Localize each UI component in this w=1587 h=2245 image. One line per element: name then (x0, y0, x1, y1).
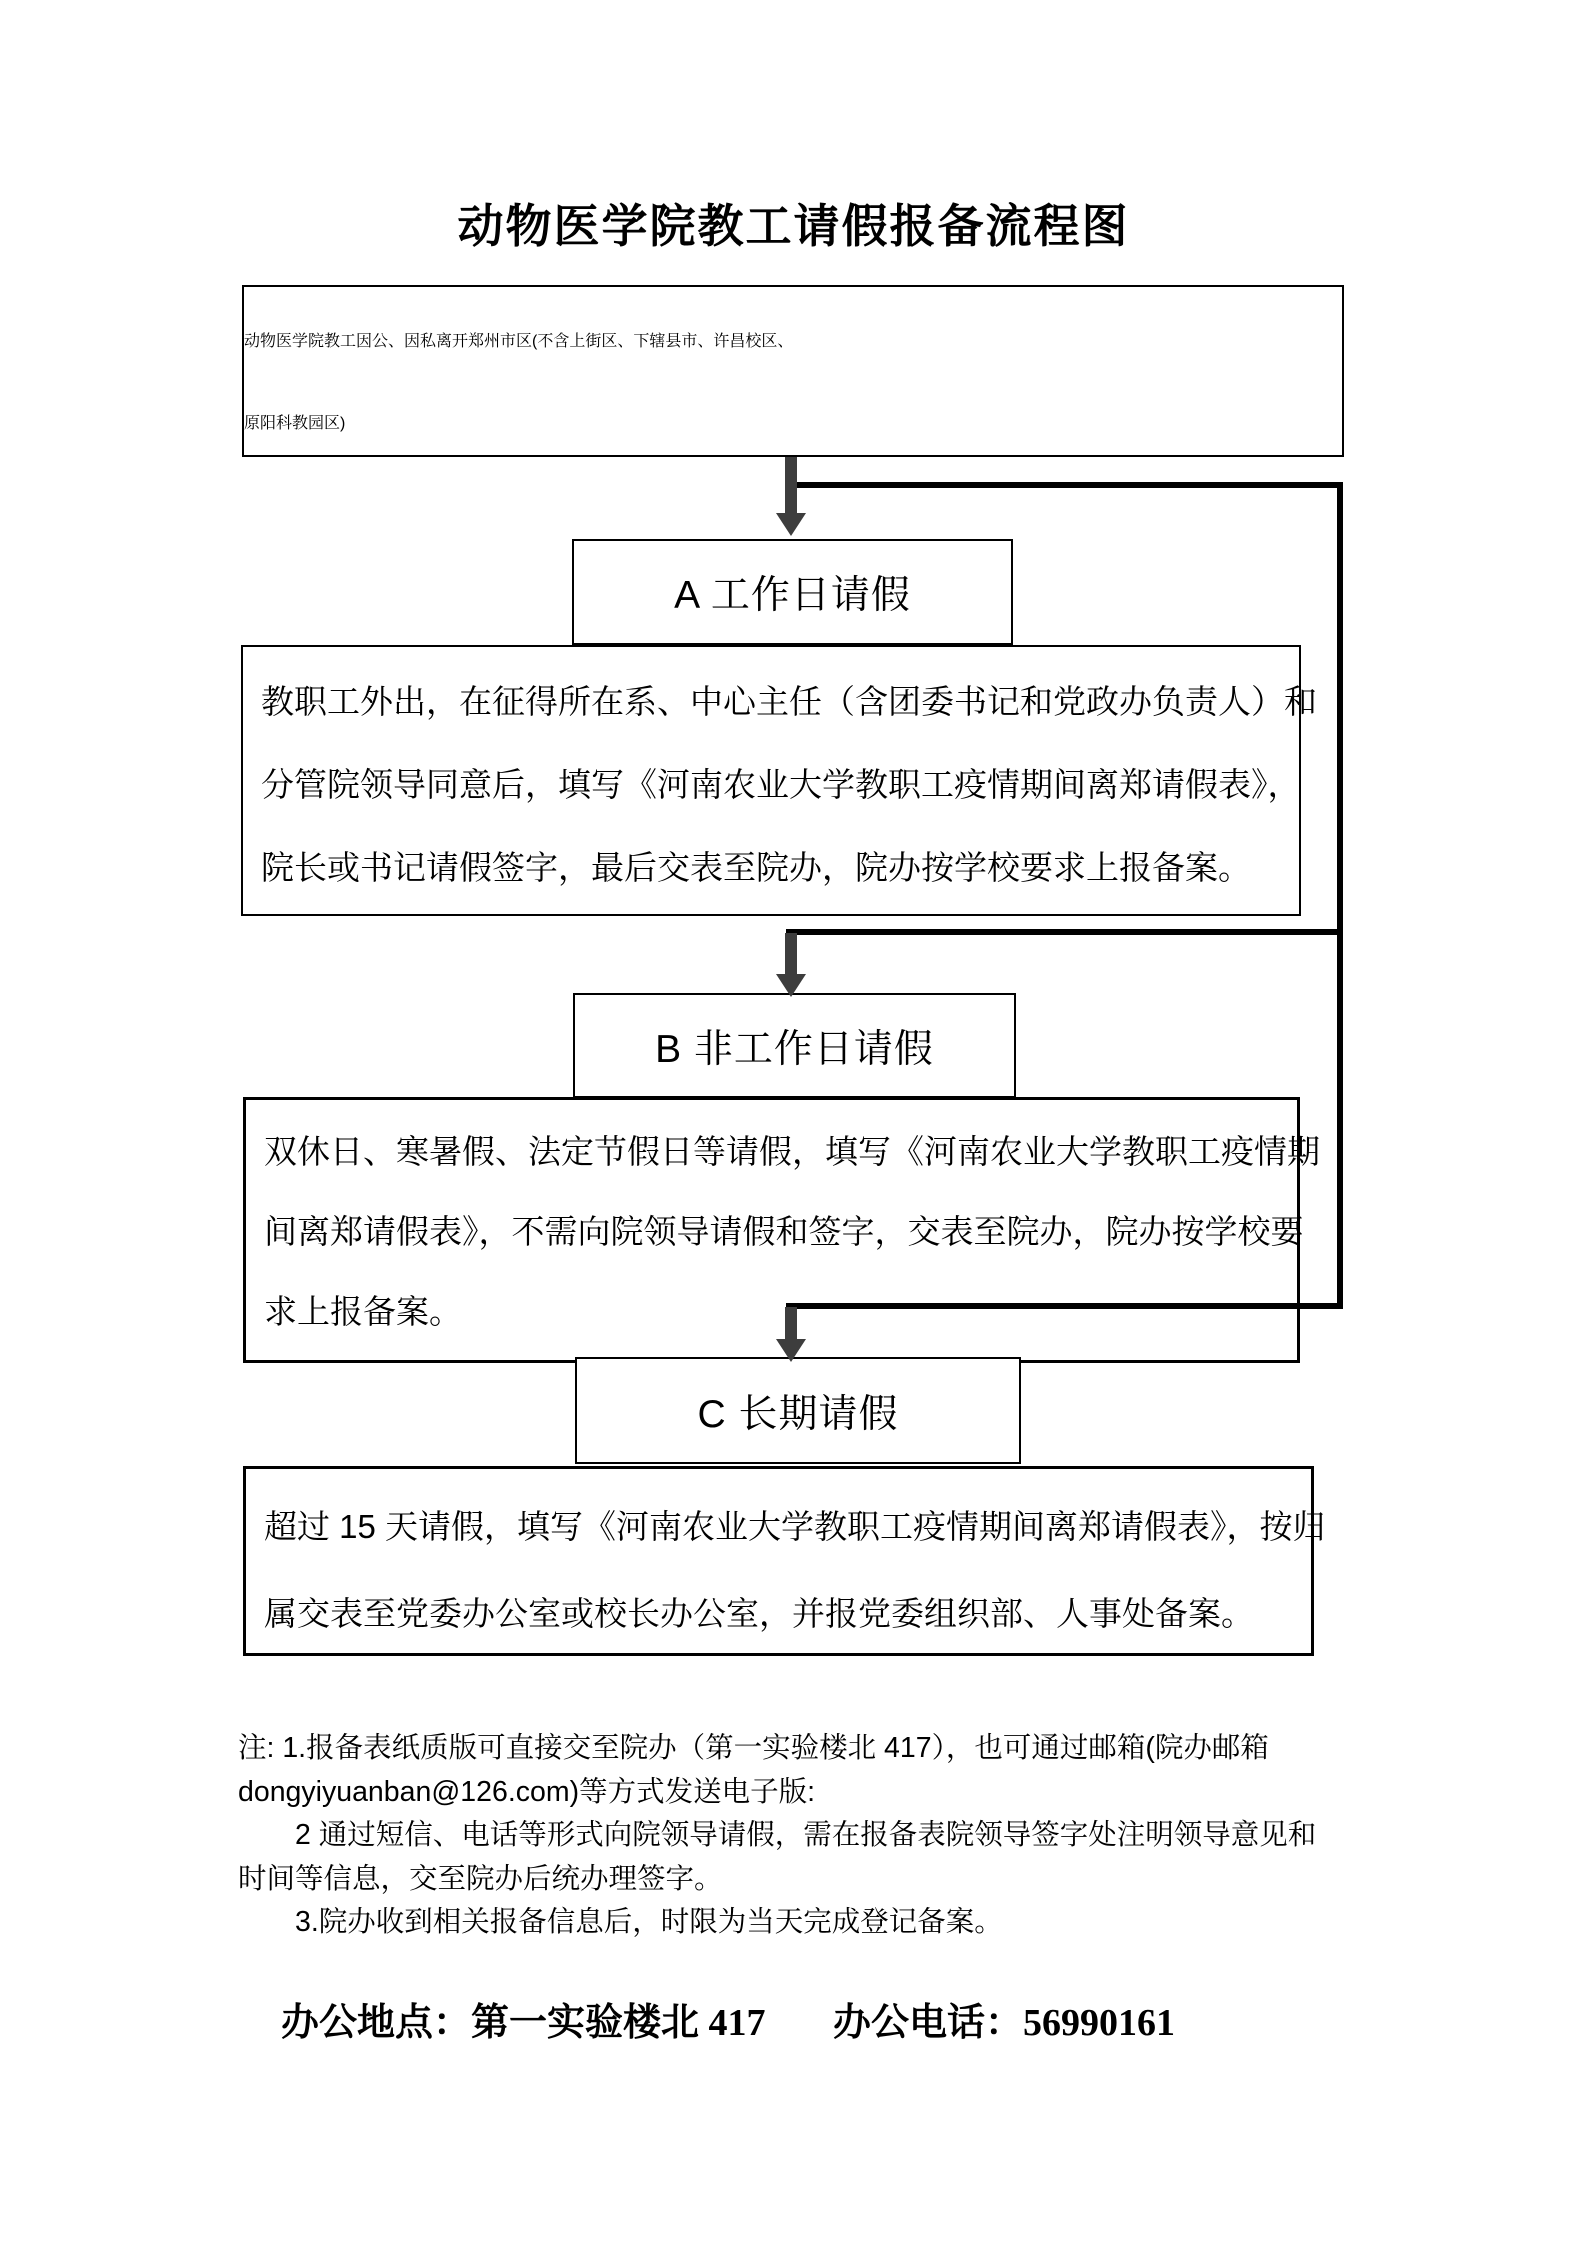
start-box-line-1: 动物医学院教工因公、因私离开郑州市区(不含上街区、下辖县市、许昌校区、 (244, 333, 794, 350)
branch-a-line-1: 教职工外出，在征得所在系、中心主任（含团委书记和党政办负责人）和 (261, 683, 1317, 720)
note-line-3: 2 通过短信、电话等形式向院领导请假，需在报备表院领导签字处注明领导意见和 (295, 1819, 1317, 1851)
connector-bottom-horizontal-line (786, 1303, 1343, 1309)
branch-c-description-box (243, 1466, 1326, 1656)
down-arrow-a-shaft (785, 457, 797, 514)
down-arrow-c-head-icon (776, 1339, 806, 1362)
branch-c-title: C 长期请假 (697, 1392, 899, 1436)
connector-middle-horizontal-line (786, 929, 1343, 935)
note-line-2: dongyiyuanban@126.com)等方式发送电子版: (238, 1775, 815, 1808)
note-line-4: 时间等信息，交至院办后统办理签字。 (238, 1862, 723, 1895)
office-contact-line (281, 1999, 1481, 2047)
branch-a-title: A 工作日请假 (674, 574, 911, 617)
branch-a-title-box (572, 539, 1013, 645)
note-line-5: 3.院办收到相关报备信息后，时限为当天完成登记备案。 (295, 1906, 1003, 1938)
down-arrow-a-head-icon (776, 513, 806, 536)
note-line-1: 注: 1.报备表纸质版可直接交至院办（第一实验楼北 417），也可通过邮箱(院办邮箱 (238, 1732, 1269, 1764)
branch-b-description-box (243, 1097, 1320, 1363)
down-arrow-c-shaft (785, 1307, 797, 1340)
branch-a-line-2: 分管院领导同意后，填写《河南农业大学教职工疫情期间离郑请假表》， (261, 766, 1301, 803)
page-title: 动物医学院教工请假报备流程图 (457, 200, 1130, 252)
down-arrow-b-shaft (785, 933, 797, 975)
office-phone-label: 办公电话：56990161 (833, 2002, 1176, 2044)
branch-b-line-1: 双休日、寒暑假、法定节假日等请假，填写《河南农业大学教职工疫情期 (264, 1133, 1320, 1170)
branch-b-title-box (573, 993, 1016, 1098)
connector-top-horizontal-line (786, 482, 1342, 488)
branch-c-title-box (575, 1357, 1021, 1464)
down-arrow-b-head-icon (776, 974, 806, 997)
notes-section (238, 1727, 1438, 1945)
branch-b-title: B 非工作日请假 (655, 1027, 934, 1071)
office-location-label: 办公地点：第一实验楼北 417 (281, 2002, 766, 2044)
branch-a-description-box (241, 645, 1317, 916)
branch-c-line-1: 超过 15 天请假，填写《河南农业大学教职工疫情期间离郑请假表》，按归 (264, 1508, 1326, 1545)
branch-b-line-3: 求上报备案。 (264, 1293, 462, 1330)
branch-b-line-2: 间离郑请假表》，不需向院领导请假和签字，交表至院办，院办按学校要 (264, 1213, 1304, 1250)
branch-a-line-3: 院长或书记请假签字，最后交表至院办，院办按学校要求上报备案。 (261, 849, 1251, 886)
flow-start-box (242, 285, 1344, 457)
start-box-line-2: 原阳科教园区) (244, 415, 346, 432)
connector-right-vertical-line (1337, 482, 1343, 1309)
branch-c-line-2: 属交表至党委办公室或校长办公室，并报党委组织部、人事处备案。 (264, 1595, 1254, 1632)
